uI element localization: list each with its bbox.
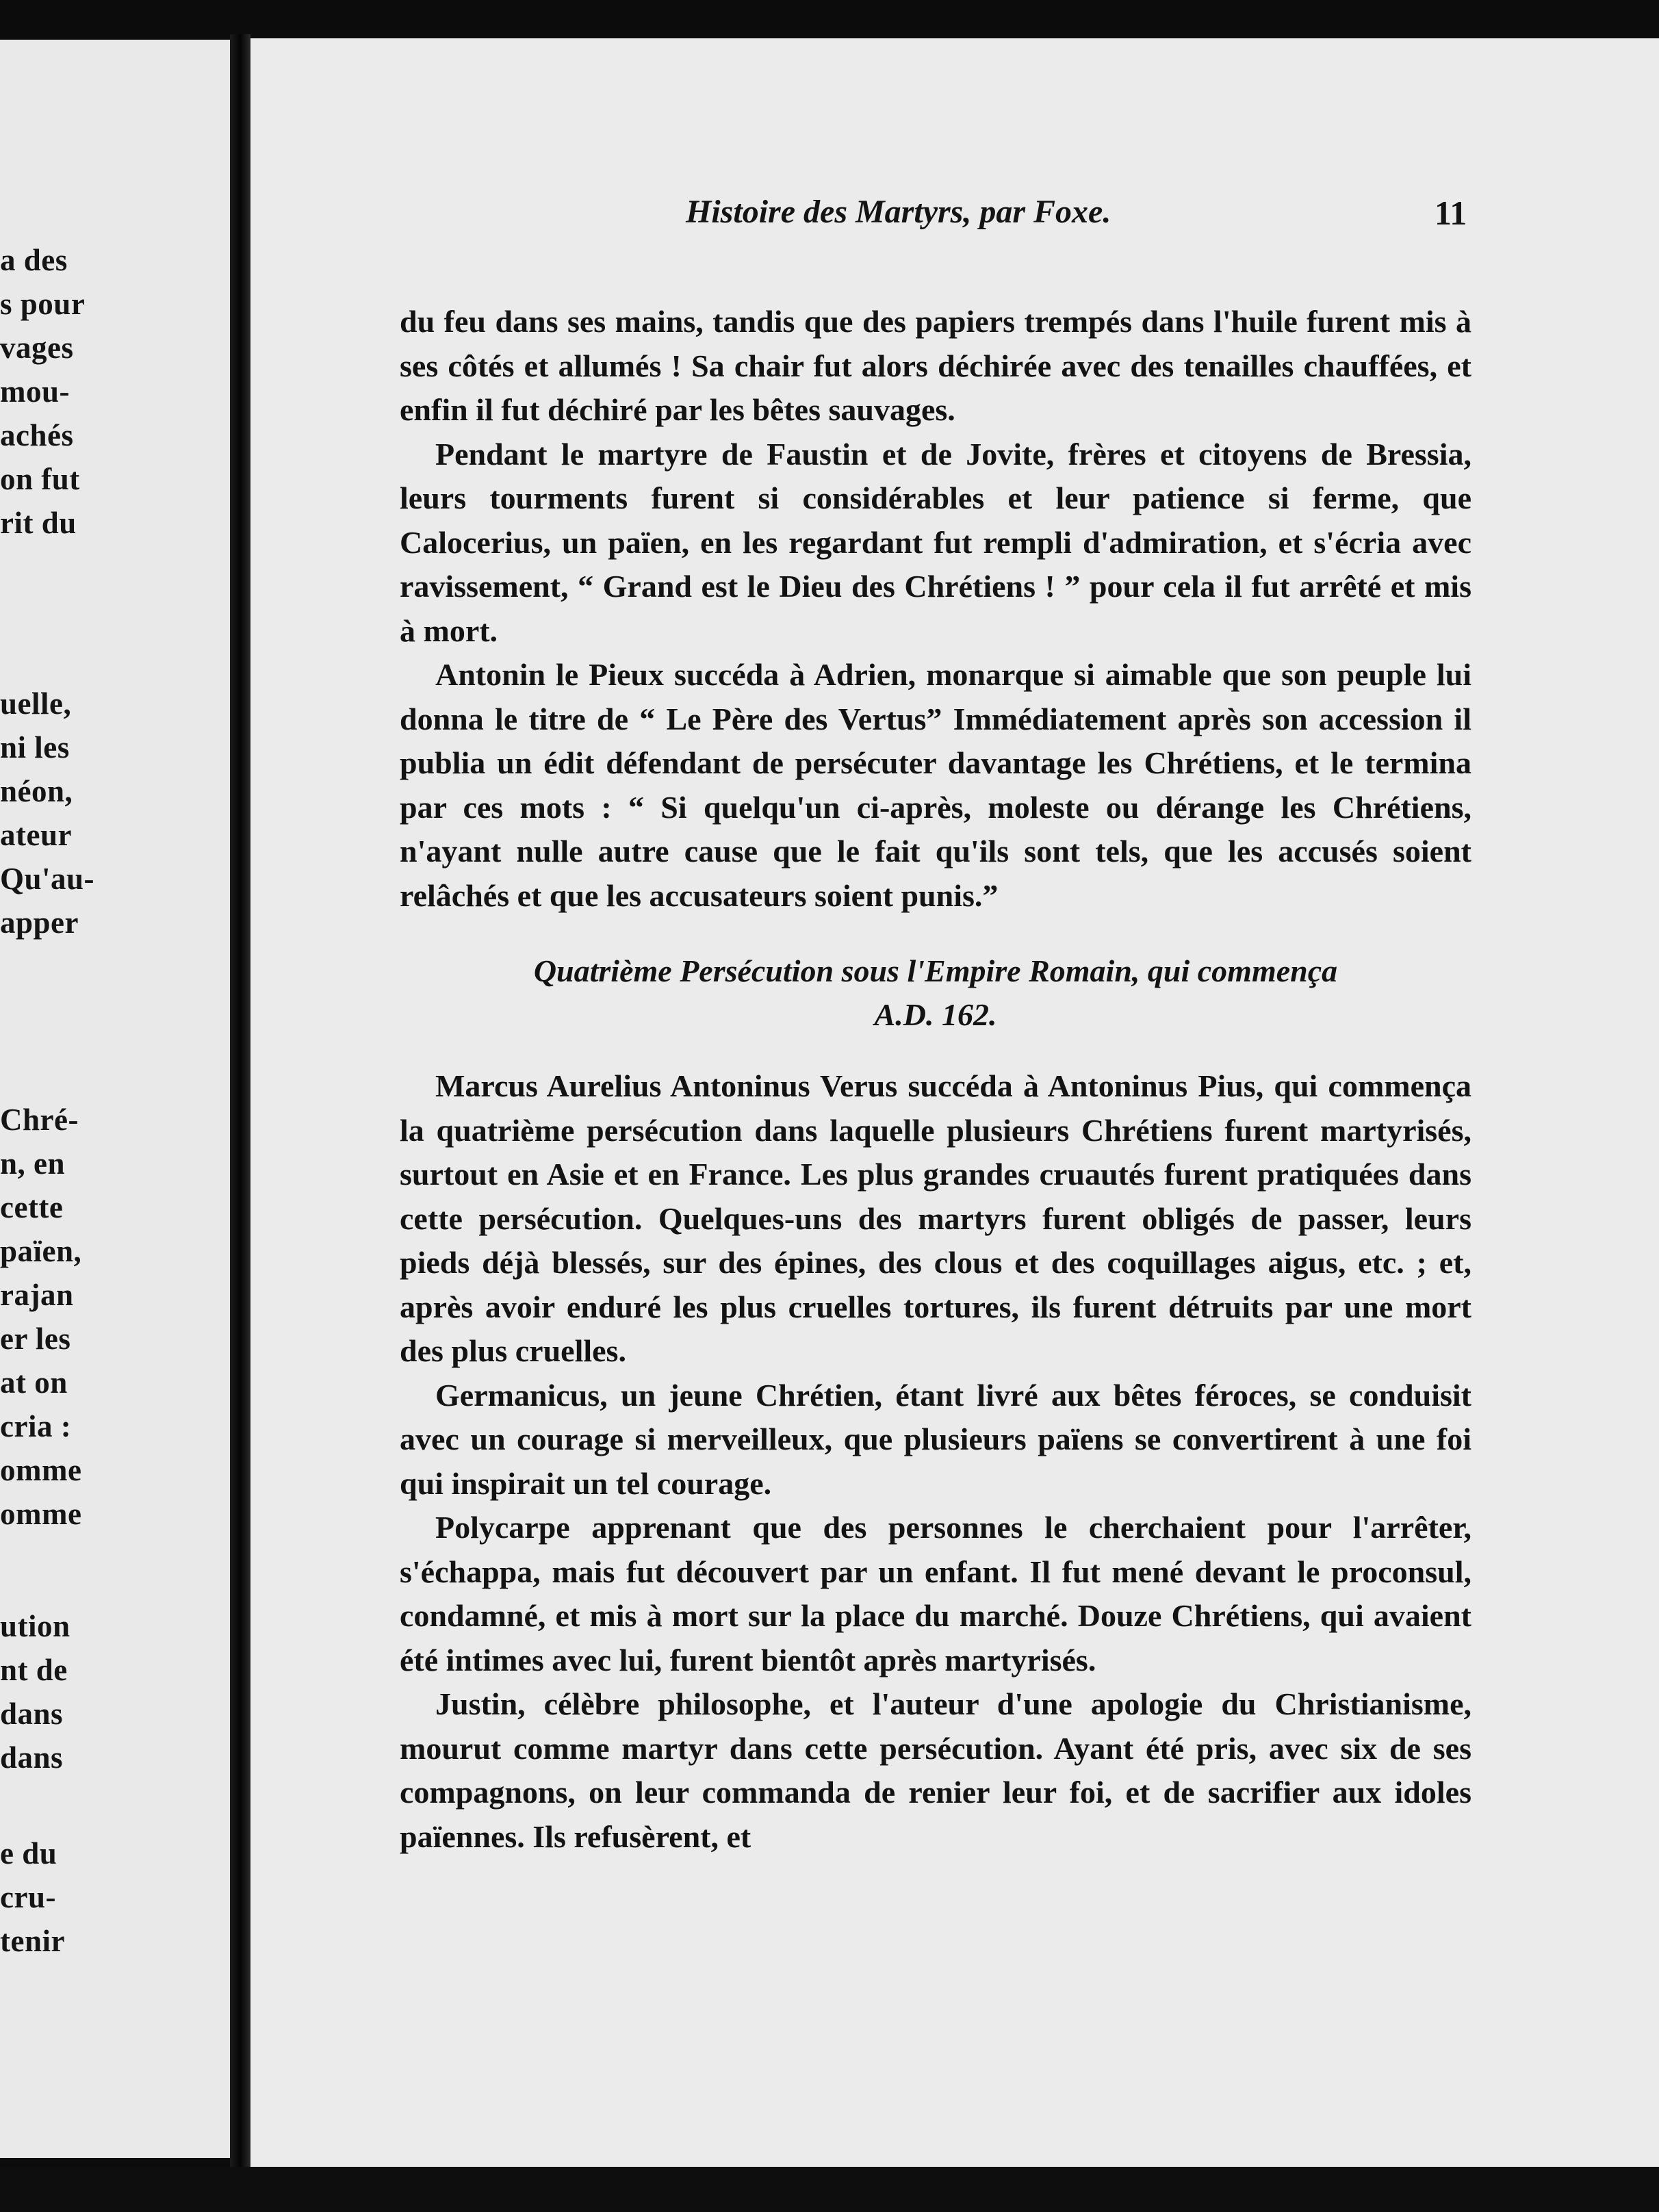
left-line: dans bbox=[0, 1697, 64, 1731]
left-line: mou- bbox=[0, 374, 70, 409]
left-line: apper bbox=[0, 905, 79, 940]
left-line: e du bbox=[0, 1836, 57, 1870]
left-line: at on bbox=[0, 1365, 68, 1400]
left-line: omme bbox=[0, 1453, 82, 1487]
left-line: on fut bbox=[0, 462, 80, 496]
left-line: omme bbox=[0, 1497, 82, 1531]
left-line: n, en bbox=[0, 1146, 66, 1181]
left-line: s pour bbox=[0, 287, 86, 321]
left-line: nt de bbox=[0, 1653, 68, 1687]
left-line: ution bbox=[0, 1609, 70, 1643]
section-heading-date: A.D. 162. bbox=[874, 997, 997, 1032]
left-line: rit du bbox=[0, 506, 77, 540]
page-number: 11 bbox=[1435, 194, 1467, 232]
left-line: Qu'au- bbox=[0, 862, 95, 896]
page bbox=[250, 38, 1659, 2167]
running-title: Histoire des Martyrs, par Foxe. bbox=[686, 194, 1111, 230]
scan-border bbox=[0, 2167, 1659, 2212]
paragraph: Polycarpe apprenant que des personnes le cherchaient pour l'arrêter, s'échappa, mais fut découvert par un enfant. Il fut mené devant le proconsul, condamné, et mis à mort sur la place du marché. Douze Chrétiens, qui avaient été intimes avec lui, furent bientôt après martyrisés. bbox=[400, 1510, 1471, 1677]
facing-page-fragment bbox=[0, 40, 230, 2158]
left-line: cru- bbox=[0, 1880, 56, 1914]
paragraph: du feu dans ses mains, tandis que des papiers trempés dans l'huile furent mis à ses côtés et allumés ! Sa chair fut alors déchirée avec des tenailles chauffées, et enfin il fut déchiré par les bêtes sauvages. bbox=[400, 304, 1471, 427]
paragraph: Justin, célèbre philosophe, et l'auteur d'une apologie du Christianisme, mourut comme martyr dans cette persécution. Ayant été pris, avec six de ses compagnons, on leur commanda de renier leur foi, et de sacrifier aux idoles païennes. Ils refusèrent, et bbox=[400, 1686, 1471, 1854]
left-line: païen, bbox=[0, 1234, 82, 1268]
left-line: néon, bbox=[0, 774, 73, 808]
section-heading-line: Quatrième Persécution sous l'Empire Romain, qui commença bbox=[533, 953, 1338, 988]
left-line: rajan bbox=[0, 1278, 74, 1312]
paragraph: Germanicus, un jeune Chrétien, étant livré aux bêtes féroces, se conduisit avec un courage si merveilleux, que plusieurs païens se convertirent à une foi qui inspirait un tel courage. bbox=[400, 1377, 1471, 1501]
left-line: ateur bbox=[0, 818, 72, 852]
section-heading bbox=[400, 949, 1471, 1037]
paragraph: Marcus Aurelius Antoninus Verus succéda à Antoninus Pius, qui commença la quatrième persécution dans laquelle plusieurs Chrétiens furent martyrisés, surtout en Asie et en France. Les plus grandes cruautés furent pratiquées dans cette persécution. Quelques-uns des martyrs furent obligés de passer, leurs pieds déjà blessés, sur des épines, des clous et des coquillages aigus, etc. ; et, après avoir enduré les plus cruelles tortures, ils furent détruits par une mort des plus cruelles. bbox=[400, 1068, 1471, 1368]
left-line: achés bbox=[0, 418, 74, 452]
left-line: Chré- bbox=[0, 1103, 79, 1137]
page-header bbox=[250, 193, 1659, 237]
left-line: a des bbox=[0, 243, 68, 277]
left-line: er les bbox=[0, 1322, 71, 1356]
left-line: vages bbox=[0, 331, 74, 365]
left-line: ni les bbox=[0, 730, 70, 764]
left-line: uelle, bbox=[0, 686, 72, 721]
book-gutter bbox=[230, 34, 250, 2170]
body-text bbox=[400, 300, 1471, 1859]
paragraph: Antonin le Pieux succéda à Adrien, monarque si aimable que son peuple lui donna le titre de “ Le Père des Vertus” Immédiatement après son accession il publia un édit défendant de persécuter davantage les Chrétiens, et le termina par ces mots : “ Si quelqu'un ci-après, moleste ou dérange les Chrétiens, n'ayant nulle autre cause que le fait qu'ils sont tels, que les accusés soient relâchés et que les accusateurs soient punis.” bbox=[400, 657, 1471, 913]
left-line: dans bbox=[0, 1740, 64, 1775]
paragraph: Pendant le martyre de Faustin et de Jovite, frères et citoyens de Bressia, leurs tourments furent si considérables et leur patience si ferme, que Calocerius, un païen, en les regardant fut rempli d'admiration, et s'écria avec ravissement, “ Grand est le Dieu des Chrétiens ! ” pour cela il fut arrêté et mis à mort. bbox=[400, 436, 1471, 648]
left-line: tenir bbox=[0, 1924, 65, 1958]
left-line: cette bbox=[0, 1190, 64, 1224]
left-line: cria : bbox=[0, 1409, 72, 1443]
